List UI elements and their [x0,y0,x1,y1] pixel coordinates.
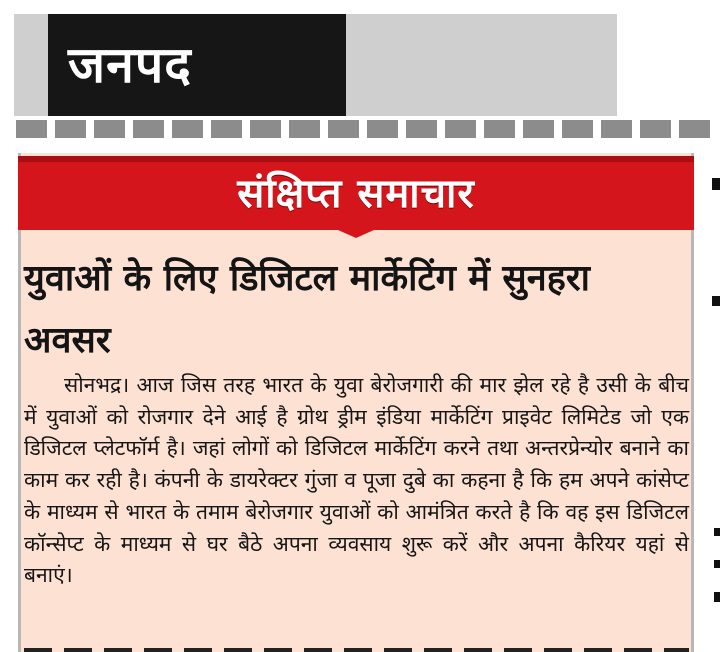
ribbon-title: संक्षिप्त समाचार [237,171,475,217]
adjacent-column-mark [714,528,720,536]
adjacent-column-mark [714,592,720,602]
article-headline: युवाओं के लिए डिजिटल मार्केटिंग में सुनहरा अवसर [24,258,590,361]
news-ribbon [18,156,694,238]
article-body: सोनभद्र। आज जिस तरह भारत के युवा बेरोजगारी की मार झेल रहे है उसी के बीच में युवाओं को रोजगार देने आई है ग्रोथ ड्रीम इंडिया मार्केटिंग प्राइवेट लिमिटेड जो एक डिजिटल प्लेटफॉर्म है। जहां लोगों को डिजिटल मार्केटिंग करने तथा अन्तरप्रेन्योर बनाने का काम कर रही है। कंपनी के डायरेक्टर गुंजा व पूजा दुबे का कहना है कि हम अपने कांसेप्ट के माध्यम से भारत के तमाम बेरोजगार युवाओं को आमंत्रित करते है कि वह इस डिजिटल कॉन्सेप्ट के माध्यम से घर बैठे अपना व्यवसाय शुरू करें और अपना कैरियर यहां से बनाएं। [24,373,689,588]
adjacent-column-mark [712,296,720,306]
section-label: जनपद [48,14,346,116]
next-article-fragment [24,642,689,652]
dashed-separator [16,120,720,138]
adjacent-column-mark [714,560,720,568]
adjacent-column-mark [712,178,720,190]
